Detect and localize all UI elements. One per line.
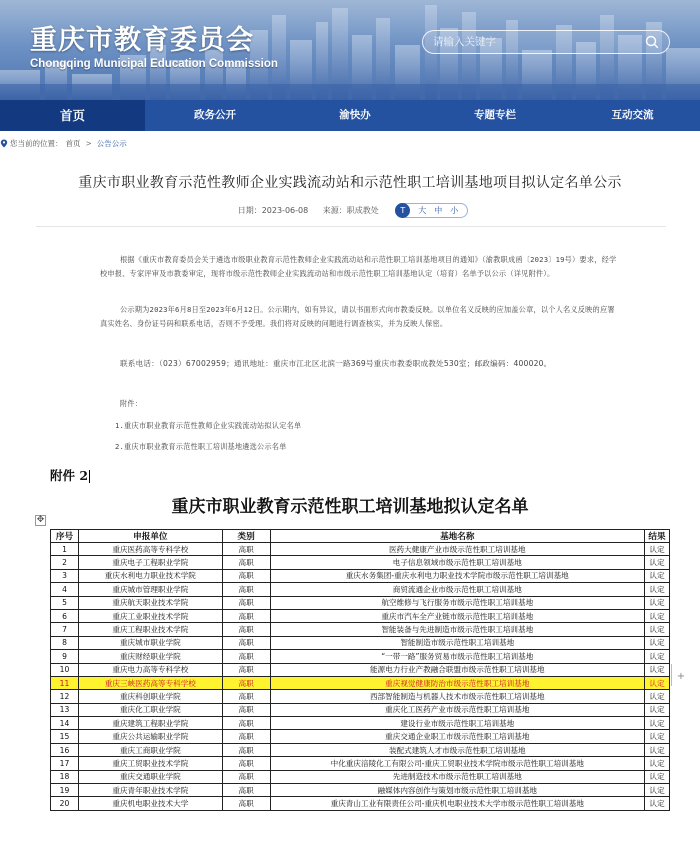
- cell-applicant: 重庆建筑工程职业学院: [78, 717, 222, 730]
- header-banner: [0, 0, 700, 100]
- cell-base-name: 重庆市汽车全产业链市级示范性职工培训基地: [270, 609, 644, 622]
- cell-result: 认定: [644, 676, 669, 689]
- cell-index: 17: [51, 757, 79, 770]
- cell-base-name: 重庆青山工业有限责任公司-重庆机电职业技术大学市级示范性职工培训基地: [270, 797, 644, 810]
- table-row: [51, 636, 670, 649]
- cell-applicant: 重庆机电职业技术大学: [78, 797, 222, 810]
- cell-applicant: 重庆工商职业学院: [78, 743, 222, 756]
- cell-base-name: 重庆交通企业职工市级示范性职工培训基地: [270, 730, 644, 743]
- cell-base-name: 融媒体内容创作与策划市级示范性职工培训基地: [270, 784, 644, 797]
- table-row: [51, 623, 670, 636]
- cell-category: 高职: [222, 650, 270, 663]
- nav-item-home[interactable]: 首页: [0, 100, 145, 131]
- table-row: [51, 690, 670, 703]
- cell-applicant: 重庆财经职业学院: [78, 650, 222, 663]
- breadcrumb-home-link[interactable]: 首页: [65, 139, 81, 148]
- cell-index: 14: [51, 717, 79, 730]
- font-size-control: [395, 203, 468, 218]
- table-row: [51, 596, 670, 609]
- cell-category: 高职: [222, 703, 270, 716]
- table-row: [51, 676, 670, 689]
- cell-category: 高职: [222, 596, 270, 609]
- font-size-small[interactable]: 小: [450, 206, 459, 215]
- cell-result: 认定: [644, 703, 669, 716]
- cell-category: 高职: [222, 757, 270, 770]
- article-paragraph: 公示期为2023年6月8日至2023年6月12日。公示期内，如有异议，请以书面形式向市教委反映。以单位名义反映的应加盖公章，以个人名义反映的应署真实姓名、身份证号码和联系电话，否则不予受理。我们将对反映的问题进行调查核实，并为反映人保密。: [100, 305, 615, 328]
- table-row: [51, 609, 670, 622]
- cell-applicant: 重庆城市管理职业学院: [78, 583, 222, 596]
- cell-index: 2: [51, 556, 79, 569]
- cell-applicant: 重庆公共运输职业学院: [78, 730, 222, 743]
- table-row: [51, 556, 670, 569]
- cell-index: 7: [51, 623, 79, 636]
- cell-result: 认定: [644, 543, 669, 556]
- cell-applicant: 重庆电力高等专科学校: [78, 663, 222, 676]
- cell-index: 12: [51, 690, 79, 703]
- cell-index: 9: [51, 650, 79, 663]
- nav-item-government-affairs[interactable]: 政务公开: [194, 109, 236, 121]
- cell-applicant: 重庆三峡医药高等专科学校: [78, 676, 222, 689]
- cell-category: 高职: [222, 690, 270, 703]
- cell-result: 认定: [644, 623, 669, 636]
- cell-index: 1: [51, 543, 79, 556]
- cell-base-name: 航空维修与飞行服务市级示范性职工培训基地: [270, 596, 644, 609]
- cell-base-name: 重庆水务集团-重庆水利电力职业技术学院市级示范性职工培训基地: [270, 569, 644, 582]
- cell-result: 认定: [644, 797, 669, 810]
- cell-result: 认定: [644, 650, 669, 663]
- cell-applicant: 重庆化工职业学院: [78, 703, 222, 716]
- cell-base-name: 西部智能制造与机器人技术市级示范性职工培训基地: [270, 690, 644, 703]
- cell-category: 高职: [222, 784, 270, 797]
- font-size-medium[interactable]: 中: [434, 206, 443, 215]
- cell-index: 10: [51, 663, 79, 676]
- cell-result: 认定: [644, 717, 669, 730]
- table-row: [51, 797, 670, 810]
- cell-category: 高职: [222, 609, 270, 622]
- cell-base-name: “一带一路”服务贸易市级示范性职工培训基地: [270, 650, 644, 663]
- table-row: [51, 770, 670, 783]
- font-size-large[interactable]: 大: [418, 206, 427, 215]
- location-pin-icon: [0, 139, 8, 148]
- cell-result: 认定: [644, 690, 669, 703]
- cell-category: 高职: [222, 797, 270, 810]
- attachment-link-2[interactable]: 2.重庆市职业教育示范性职工培训基地遴选公示名单: [115, 442, 287, 451]
- table-row: [51, 757, 670, 770]
- training-base-table: [50, 529, 670, 811]
- table-side-marker: [671, 664, 672, 686]
- cell-index: 3: [51, 569, 79, 582]
- cell-base-name: 重庆视觉健康防治市级示范性职工培训基地: [270, 676, 644, 689]
- breadcrumb-label: 您当前的位置：: [10, 139, 63, 148]
- cell-result: 认定: [644, 663, 669, 676]
- article-date: 日期：2023-06-08: [237, 206, 309, 215]
- cell-applicant: 重庆青年职业技术学院: [78, 784, 222, 797]
- table-header-row: [51, 530, 670, 543]
- breadcrumb-separator: >: [85, 139, 92, 148]
- cell-index: 4: [51, 583, 79, 596]
- breadcrumb-current-link[interactable]: 公告公示: [96, 139, 127, 148]
- cell-base-name: 能源电力行业产教融合联盟市级示范性职工培训基地: [270, 663, 644, 676]
- header-index: 序号: [51, 530, 79, 543]
- cell-applicant: 重庆交通职业学院: [78, 770, 222, 783]
- attachments-label: 附件：: [120, 399, 143, 408]
- table-row: [51, 703, 670, 716]
- cell-category: 高职: [222, 623, 270, 636]
- nav-item-interaction[interactable]: 互动交流: [611, 109, 654, 121]
- cell-base-name: 智能制造市级示范性职工培训基地: [270, 636, 644, 649]
- article-meta: [0, 203, 700, 218]
- table-row: [51, 583, 670, 596]
- cell-applicant: 重庆医药高等专科学校: [78, 543, 222, 556]
- cell-result: 认定: [644, 556, 669, 569]
- breadcrumb: [0, 138, 130, 149]
- table-row: [51, 730, 670, 743]
- header-base-name: 基地名称: [270, 530, 644, 543]
- table-row: [51, 663, 670, 676]
- text-cursor: [89, 470, 90, 483]
- cell-base-name: 智能装备与先进制造市级示范性职工培训基地: [270, 623, 644, 636]
- cell-result: 认定: [644, 609, 669, 622]
- cell-result: 认定: [644, 770, 669, 783]
- search-icon[interactable]: [645, 35, 659, 49]
- attachment-link-1[interactable]: 1.重庆市职业教育示范性教师企业实践流动站拟认定名单: [115, 421, 302, 430]
- cell-applicant: 重庆工程职业技术学院: [78, 623, 222, 636]
- cell-result: 认定: [644, 583, 669, 596]
- search-box[interactable]: [422, 30, 670, 54]
- contact-paragraph: 联系电话：（023）67002959；通讯地址：重庆市江北区北滨一路369号重庆市教委职成教处530室；邮政编码：400020。: [120, 359, 552, 368]
- nav-item-special-topics[interactable]: 专题专栏: [474, 109, 516, 121]
- header-applicant: 申报单位: [78, 530, 222, 543]
- cell-category: 高职: [222, 636, 270, 649]
- cell-index: 11: [51, 676, 79, 689]
- cell-category: 高职: [222, 717, 270, 730]
- cell-applicant: 重庆工业职业技术学院: [78, 609, 222, 622]
- cell-index: 20: [51, 797, 79, 810]
- cell-applicant: 重庆电子工程职业学院: [78, 556, 222, 569]
- cell-category: 高职: [222, 730, 270, 743]
- cell-index: 5: [51, 596, 79, 609]
- cell-category: 高职: [222, 770, 270, 783]
- header-category: 类别: [222, 530, 270, 543]
- cell-index: 18: [51, 770, 79, 783]
- cell-applicant: 重庆工贸职业技术学院: [78, 757, 222, 770]
- cell-base-name: 建设行业市级示范性职工培训基地: [270, 717, 644, 730]
- cell-index: 13: [51, 703, 79, 716]
- cell-base-name: 装配式建筑人才市级示范性职工培训基地: [270, 743, 644, 756]
- cell-applicant: 重庆城市职业学院: [78, 636, 222, 649]
- search-input[interactable]: [433, 33, 633, 51]
- cell-result: 认定: [644, 730, 669, 743]
- table-row: [51, 543, 670, 556]
- table-body: [51, 543, 670, 811]
- cell-applicant: 重庆水利电力职业技术学院: [78, 569, 222, 582]
- cell-base-name: 电子信息领域市级示范性职工培训基地: [270, 556, 644, 569]
- cell-base-name: 商贸流通企业市级示范性职工培训基地: [270, 583, 644, 596]
- cell-category: 高职: [222, 676, 270, 689]
- font-size-icon: T: [395, 203, 410, 218]
- cell-category: 高职: [222, 569, 270, 582]
- cell-category: 高职: [222, 556, 270, 569]
- article-paragraph: 根据《重庆市教育委员会关于遴选市级职业教育示范性教师企业实践流动站和示范性职工培训基地项目的通知》（渝教职成函〔2023〕19号）要求，经学校申报、专家评审及市教委审定，现将市级示范性教师企业实践流动站和市级示范性职工培训基地认定（培育）名单予以公示（详见附件）。: [100, 255, 617, 278]
- cell-result: 认定: [644, 596, 669, 609]
- divider: [36, 226, 666, 227]
- main-nav: [0, 100, 700, 131]
- table-row: [51, 743, 670, 756]
- cell-index: 16: [51, 743, 79, 756]
- site-subtitle: Chongqing Municipal Education Commission: [30, 58, 278, 70]
- table-row: [51, 569, 670, 582]
- cell-base-name: 医药大健康产业市级示范性职工培训基地: [270, 543, 644, 556]
- cell-category: 高职: [222, 583, 270, 596]
- cell-applicant: 重庆航天职业技术学院: [78, 596, 222, 609]
- cell-base-name: 先进制造技术市级示范性职工培训基地: [270, 770, 644, 783]
- cell-base-name: 重庆化工医药产业市级示范性职工培训基地: [270, 703, 644, 716]
- cell-base-name: 中化重庆涪陵化工有限公司-重庆工贸职业技术学院市级示范性职工培训基地: [270, 757, 644, 770]
- attachment-2-text: 附件 2: [50, 468, 89, 483]
- site-title[interactable]: 重庆市教育委员会: [30, 25, 254, 56]
- cell-category: 高职: [222, 663, 270, 676]
- nav-item-yukuaiban[interactable]: 渝快办: [339, 109, 371, 121]
- cell-index: 15: [51, 730, 79, 743]
- header-result: 结果: [644, 530, 669, 543]
- cell-index: 6: [51, 609, 79, 622]
- cell-index: 19: [51, 784, 79, 797]
- cell-result: 认定: [644, 743, 669, 756]
- cell-result: 认定: [644, 569, 669, 582]
- cell-result: 认定: [644, 784, 669, 797]
- article-title: 重庆市职业教育示范性教师企业实践流动站和示范性职工培训基地项目拟认定名单公示: [78, 175, 622, 191]
- cell-index: 8: [51, 636, 79, 649]
- table-move-handle-icon[interactable]: ✥: [36, 515, 45, 525]
- table-row: [51, 650, 670, 663]
- cell-category: 高职: [222, 743, 270, 756]
- cell-applicant: 重庆科创职业学院: [78, 690, 222, 703]
- cell-result: 认定: [644, 757, 669, 770]
- attachment-2-label: [50, 466, 90, 484]
- table-row: [51, 717, 670, 730]
- table-title: 重庆市职业教育示范性职工培训基地拟认定名单: [171, 497, 529, 517]
- cell-result: 认定: [644, 636, 669, 649]
- article-source: 来源：职成教处: [322, 206, 379, 215]
- add-column-icon[interactable]: +: [676, 671, 686, 682]
- table-row: [51, 784, 670, 797]
- cell-category: 高职: [222, 543, 270, 556]
